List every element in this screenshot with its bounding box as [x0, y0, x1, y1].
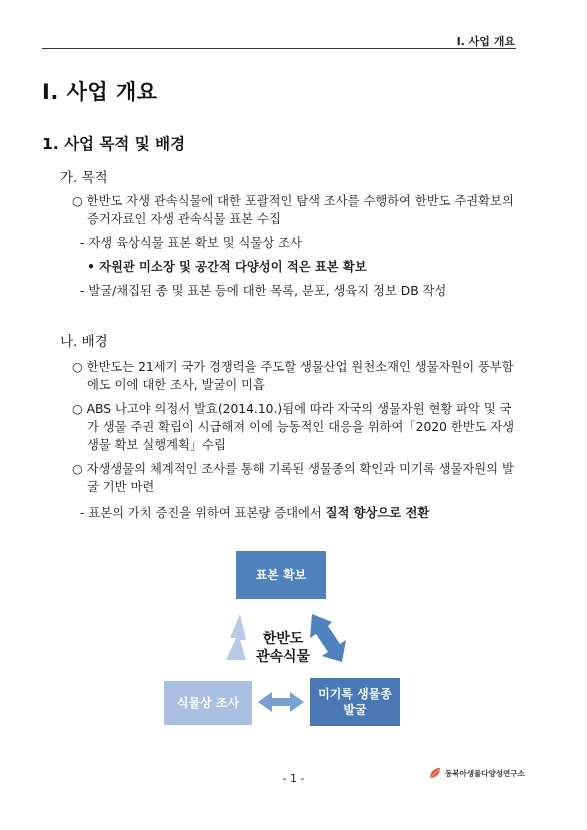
chapter-title: I. 사업 개요 [42, 80, 158, 104]
right-box-line-1: 미기록 생물종 [318, 687, 392, 701]
center-label-line-2: 관속식물 [255, 649, 311, 665]
background-line-1: ○ 한반도는 21세기 국가 경쟁력을 주도할 생물산업 원천소재인 생물자원이 풍부함 [72, 360, 514, 374]
cycle-diagram [160, 548, 420, 738]
purpose-line-3: - 자생 육상식물 표본 확보 및 식물상 조사 [80, 236, 302, 250]
page-number: - 1 - [282, 772, 305, 785]
purpose-line-2: 증거자료인 자생 관속식물 표본 수집 [87, 212, 281, 226]
purpose-heading: 가. 목적 [60, 170, 108, 186]
top-box [236, 551, 326, 599]
arrow-bottom-double-icon [258, 692, 304, 712]
header-rule [42, 48, 516, 49]
purpose-line-1: ○ 한반도 자생 관속식물에 대한 포괄적인 탐색 조사를 수행하여 한반도 주권확보의 [72, 194, 514, 208]
background-line-8-emphasis: 질적 향상으로 전환 [325, 506, 430, 520]
center-label [248, 630, 318, 666]
section-title: 1. 사업 목적 및 배경 [42, 135, 186, 153]
left-box [164, 681, 252, 725]
background-line-2: 에도 이에 대한 조사, 발굴이 미흡 [87, 378, 265, 392]
leaf-logo-icon [428, 766, 442, 780]
purpose-line-4: • 자원관 미소장 및 공간적 다양성이 적은 표본 확보 [87, 260, 367, 274]
arrow-top-left-icon [226, 614, 246, 660]
org-logo [428, 766, 525, 780]
left-box-label: 식물상 조사 [176, 696, 240, 710]
right-box-line-2: 발굴 [343, 703, 367, 717]
top-box-label: 표본 확보 [255, 568, 307, 582]
background-line-7: 굴 기반 마련 [87, 480, 155, 494]
purpose-line-5: - 발굴/채집된 종 및 표본 등에 대한 목록, 분포, 생육지 정보 DB 작성 [80, 284, 447, 298]
org-name: 동북아생물다양성연구소 [445, 768, 525, 778]
right-box [310, 678, 400, 726]
background-line-8-prefix: - 표본의 가치 증진을 위하여 표본량 증대에서 [80, 506, 326, 520]
background-heading: 나. 배경 [60, 334, 108, 350]
running-header: I. 사업 개요 [456, 35, 515, 48]
background-line-5: 생물 확보 실행계획」수립 [87, 438, 226, 452]
background-line-4: 가 생물 주권 확립이 시급해져 이에 능동적인 대응을 위하여「2020 한반도 자생 [87, 420, 515, 434]
background-line-8 [80, 504, 429, 522]
center-label-line-1: 한반도 [262, 631, 304, 647]
background-line-3: ○ ABS 나고야 의정서 발효(2014.10.)됨에 따라 자국의 생물자원 현황 파악 및 국 [72, 402, 512, 416]
background-line-6: ○ 자생생물의 체계적인 조사를 통해 기록된 생물종의 확인과 미기록 생물자원의 발 [72, 462, 514, 476]
